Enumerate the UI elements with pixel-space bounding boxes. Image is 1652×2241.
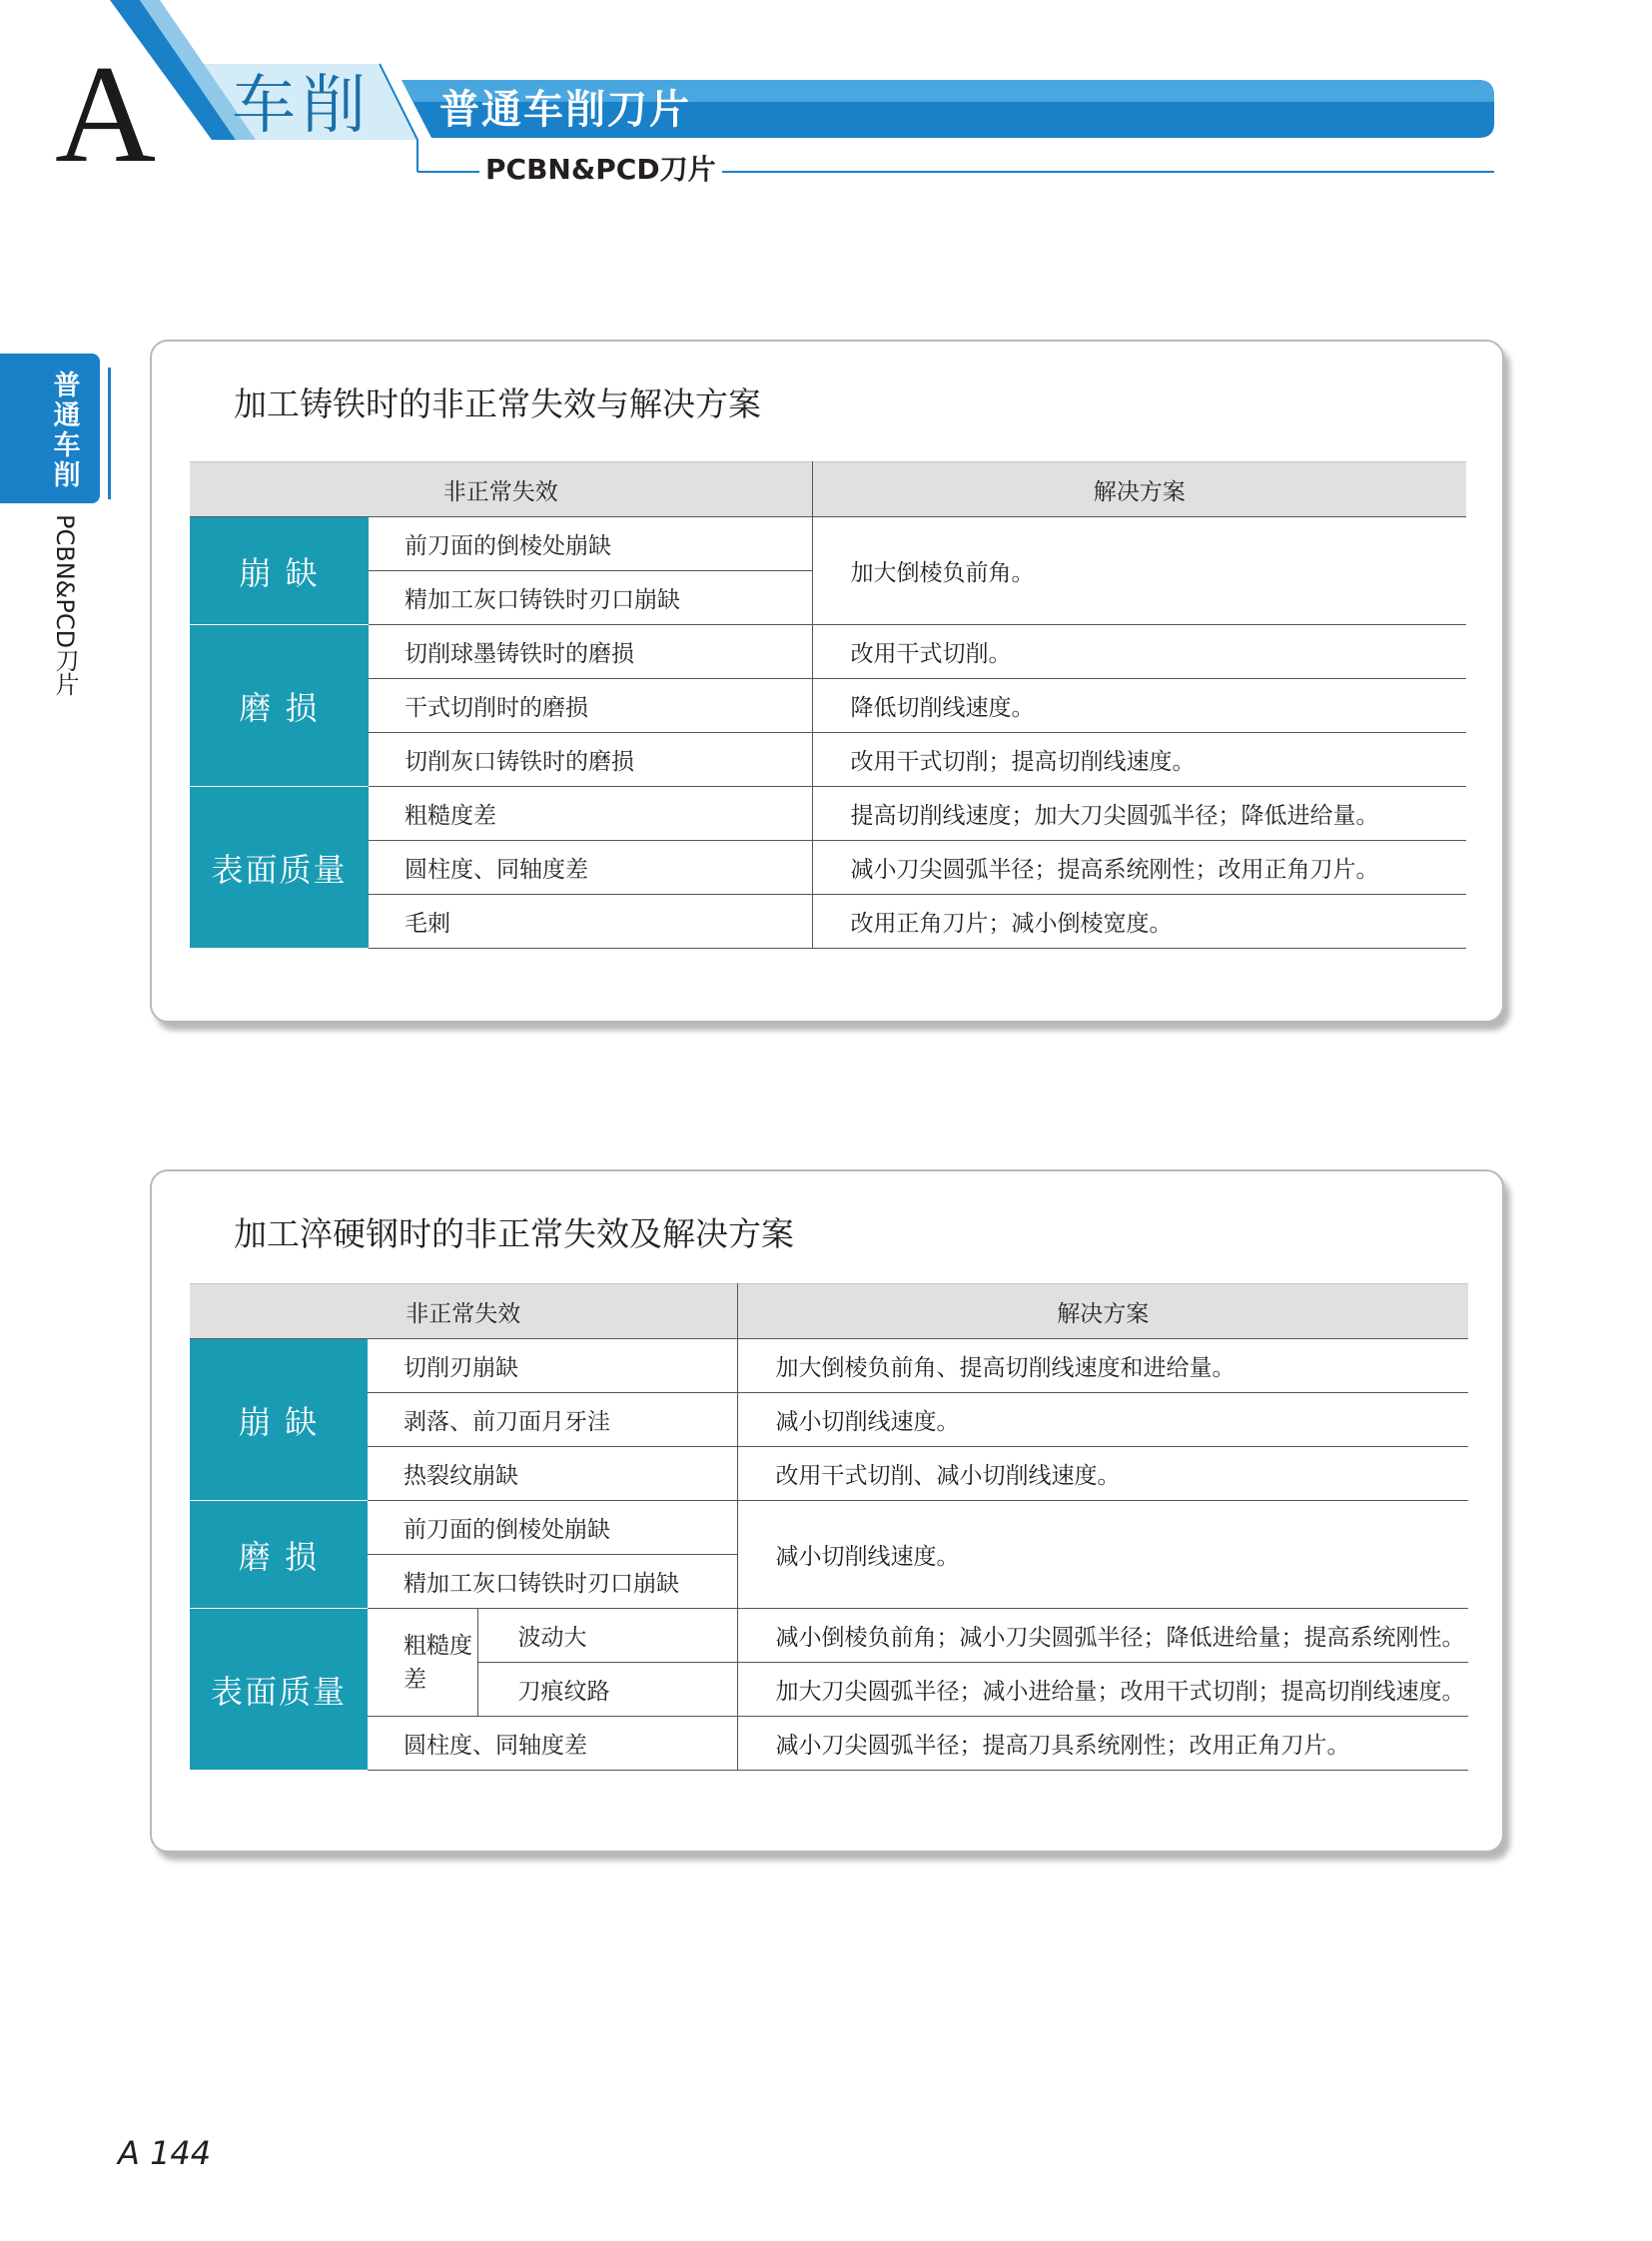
failure-cell: 精加工灰口铸铁时刃口崩缺: [368, 1555, 737, 1609]
table-row: [190, 1447, 1468, 1501]
solution-cell: 改用干式切削。: [812, 625, 1466, 679]
card-title: 加工淬硬钢时的非正常失效及解决方案: [234, 1214, 794, 1253]
side-tab-sublabel: PCBN&PCD刀片: [51, 514, 79, 697]
page-subtitle: PCBN&PCD刀片: [479, 150, 722, 190]
solution-cell: 改用干式切削、减小切削线速度。: [737, 1447, 1468, 1501]
failure-cell: 剥落、前刀面月牙洼: [368, 1393, 737, 1447]
table-row: [190, 1609, 1468, 1663]
solution-cell: 减小刀尖圆弧半径；提高系统刚性；改用正角刀片。: [812, 841, 1466, 895]
col-header-solution: 解决方案: [737, 1284, 1468, 1339]
solution-cell: 降低切削线速度。: [812, 679, 1466, 733]
table-row: [190, 1717, 1468, 1771]
hardened-steel-failure-table: [190, 1283, 1468, 1771]
solution-cell: 加大倒棱负前角。: [812, 517, 1466, 625]
cast-iron-failure-card: [150, 340, 1504, 1023]
table-header-row: [190, 462, 1466, 517]
table-row: [190, 787, 1466, 841]
card-title: 加工铸铁时的非正常失效与解决方案: [234, 384, 761, 423]
failure-cell: 粗糙度差: [369, 787, 812, 841]
table-header-row: [190, 1284, 1468, 1339]
failure-cell: 精加工灰口铸铁时刃口崩缺: [369, 571, 812, 625]
section-letter: A: [55, 37, 157, 192]
cast-iron-failure-table: [190, 461, 1466, 949]
failure-cell: 切削球墨铸铁时的磨损: [369, 625, 812, 679]
failure-cell: 刀痕纹路: [477, 1663, 737, 1717]
failure-cell: 圆柱度、同轴度差: [368, 1717, 737, 1771]
solution-cell: 改用干式切削；提高切削线速度。: [812, 733, 1466, 787]
category-cell: 磨 损: [190, 625, 369, 787]
solution-cell: 减小倒棱负前角；减小刀尖圆弧半径；降低进给量；提高系统刚性。: [737, 1609, 1468, 1663]
failure-cell: 前刀面的倒棱处崩缺: [368, 1501, 737, 1555]
failure-cell: 毛刺: [369, 895, 812, 949]
failure-cell: 圆柱度、同轴度差: [369, 841, 812, 895]
side-tab-label: 普通车削: [53, 371, 81, 491]
side-tab-rule: [108, 368, 111, 499]
failure-cell: 干式切削时的磨损: [369, 679, 812, 733]
table-row: [190, 1501, 1468, 1555]
col-header-failure: 非正常失效: [190, 1284, 737, 1339]
col-header-solution: 解决方案: [812, 462, 1466, 517]
section-name: 车削: [232, 69, 372, 143]
failure-cell: 前刀面的倒棱处崩缺: [369, 517, 812, 571]
solution-cell: 减小切削线速度。: [737, 1501, 1468, 1609]
category-cell: 磨 损: [190, 1501, 368, 1609]
failure-cell: 波动大: [477, 1609, 737, 1663]
col-header-failure: 非正常失效: [190, 462, 812, 517]
table-row: [190, 841, 1466, 895]
category-cell: 表面质量: [190, 787, 369, 949]
table-row: [190, 1393, 1468, 1447]
failure-cell: 热裂纹崩缺: [368, 1447, 737, 1501]
solution-cell: 提高切削线速度；加大刀尖圆弧半径；降低进给量。: [812, 787, 1466, 841]
category-cell: 崩 缺: [190, 1339, 368, 1501]
table-row: [190, 679, 1466, 733]
table-row: [190, 1339, 1468, 1393]
solution-cell: 加大刀尖圆弧半径；减小进给量；改用干式切削；提高切削线速度。: [737, 1663, 1468, 1717]
table-row: [190, 517, 1466, 571]
subcategory-cell: 粗糙度差: [368, 1609, 477, 1717]
solution-cell: 加大倒棱负前角、提高切削线速度和进给量。: [737, 1339, 1468, 1393]
solution-cell: 减小切削线速度。: [737, 1393, 1468, 1447]
table-row: [190, 733, 1466, 787]
solution-cell: 改用正角刀片；减小倒棱宽度。: [812, 895, 1466, 949]
hardened-steel-failure-card: [150, 1169, 1504, 1853]
table-row: [190, 625, 1466, 679]
side-tab[interactable]: [0, 354, 100, 503]
page-number: A 144: [118, 2134, 212, 2172]
category-cell: 表面质量: [190, 1609, 368, 1771]
table-row: [190, 895, 1466, 949]
category-cell: 崩 缺: [190, 517, 369, 625]
solution-cell: 减小刀尖圆弧半径；提高刀具系统刚性；改用正角刀片。: [737, 1717, 1468, 1771]
failure-cell: 切削刃崩缺: [368, 1339, 737, 1393]
page-title: 普通车削刀片: [439, 87, 691, 133]
failure-cell: 切削灰口铸铁时的磨损: [369, 733, 812, 787]
